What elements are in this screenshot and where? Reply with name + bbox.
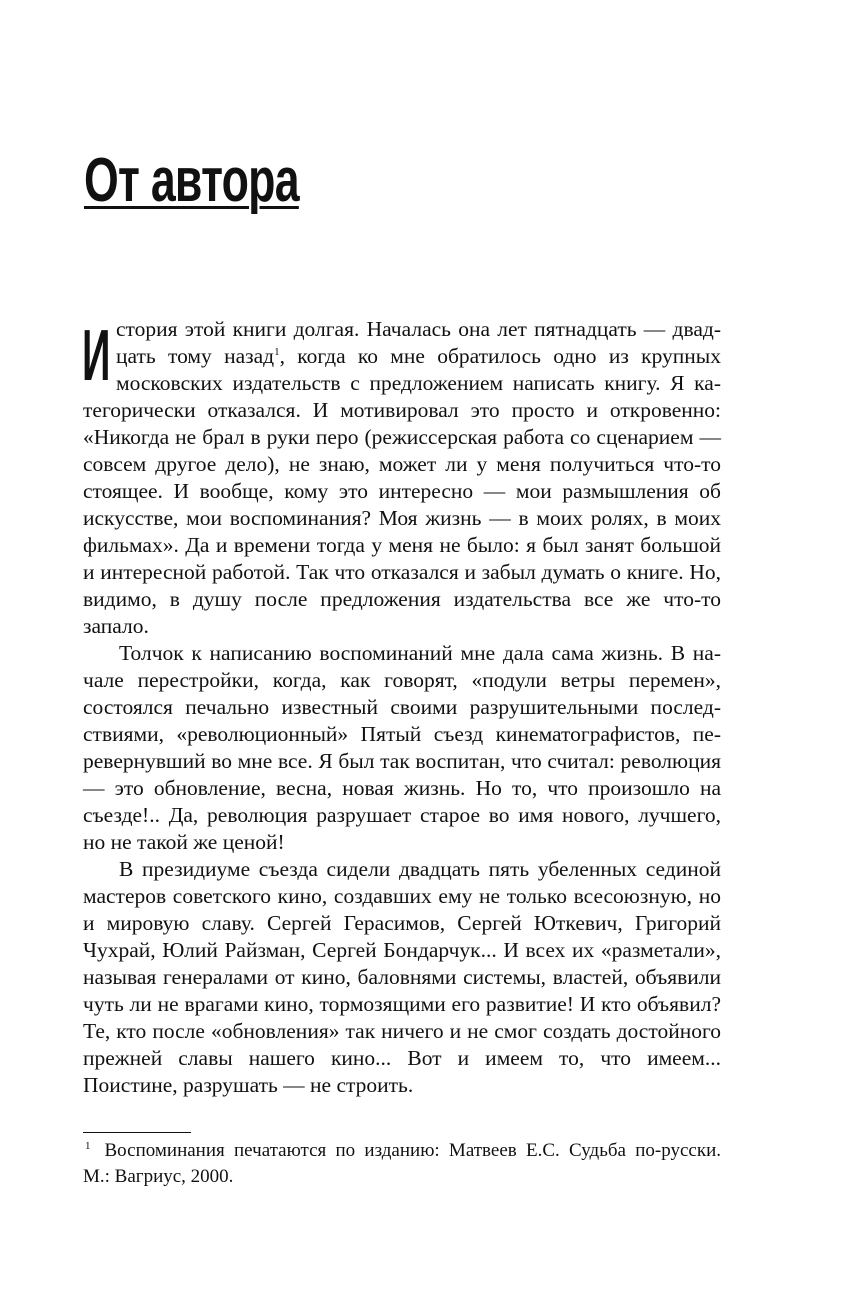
chapter-body [83,316,721,1099]
footnote-separator [83,1132,191,1133]
drop-cap-letter: И [82,316,111,396]
paragraph-1-text-end: , когда ко мне обратилось одно из крупных московских издательств с предложением написать книгу. Я категорически отказался. И мотивировал это просто и откровенно: «Никогда не брал в руки перо (режиссерская работа со сценарием — совсем другое дело), не знаю, может ли у меня получиться что-то стоящее. И вообще, кому это интересно — мои размышления об искусстве, мои воспоминания? Моя жизнь — в моих ролях, в моих фильмах». Да и времени тогда у меня не было: я был занят большой и интересной работой. Так что отказался и забыл думать о книге. Но, видимо, в душу после предложения издательства все же что-то запало. [83,344,721,638]
paragraph-2: Толчок к написанию воспоминаний мне дала сама жизнь. В начале перестройки, когда, как говорят, «подули ветры перемен», состоялся печально известный своими разрушительными последствиями, «революционный» Пятый съезд кинематографистов, перевернувший во мне все. Я был так воспитан, что считал: революция — это обновление, весна, новая жизнь. Но то, что произошло на съезде!.. Да, революция разрушает старое во имя нового, лучшего, но не такой же ценой! [83,641,721,854]
paragraph-1 [83,316,721,640]
footnote-reference: 1 [274,345,280,358]
footnote-text: Воспоминания печатаются по изданию: Матвеев Е.С. Судьба по-русски. М.: Вагриус, 2000. [83,1140,721,1187]
footnote [83,1138,721,1190]
paragraph-3: В президиуме съезда сидели двадцать пять убеленных сединой мастеров советского кино, создавших ему не только всесоюзную, но и мировую славу. Сергей Герасимов, Сергей Юткевич, Григорий Чухрай, Юлий Райзман, Сергей Бондарчук... И всех их «разметали», называя генералами от кино, баловнями системы, властей, объявили чуть ли не врагами кино, тормозящими его развитие! И кто объявил? Те, кто после «обновления» так ничего и не смог создать достойного прежней славы нашего кино... Вот и имеем то, что имеем... Поистине, разрушать — не строить. [83,857,721,1097]
paragraph-1-text-start: стория этой книги долгая. Началась она лет пятнадцать — двадцать тому назад [116,317,721,368]
chapter-title: От автора [84,146,299,215]
footnote-mark: 1 [85,1139,91,1152]
